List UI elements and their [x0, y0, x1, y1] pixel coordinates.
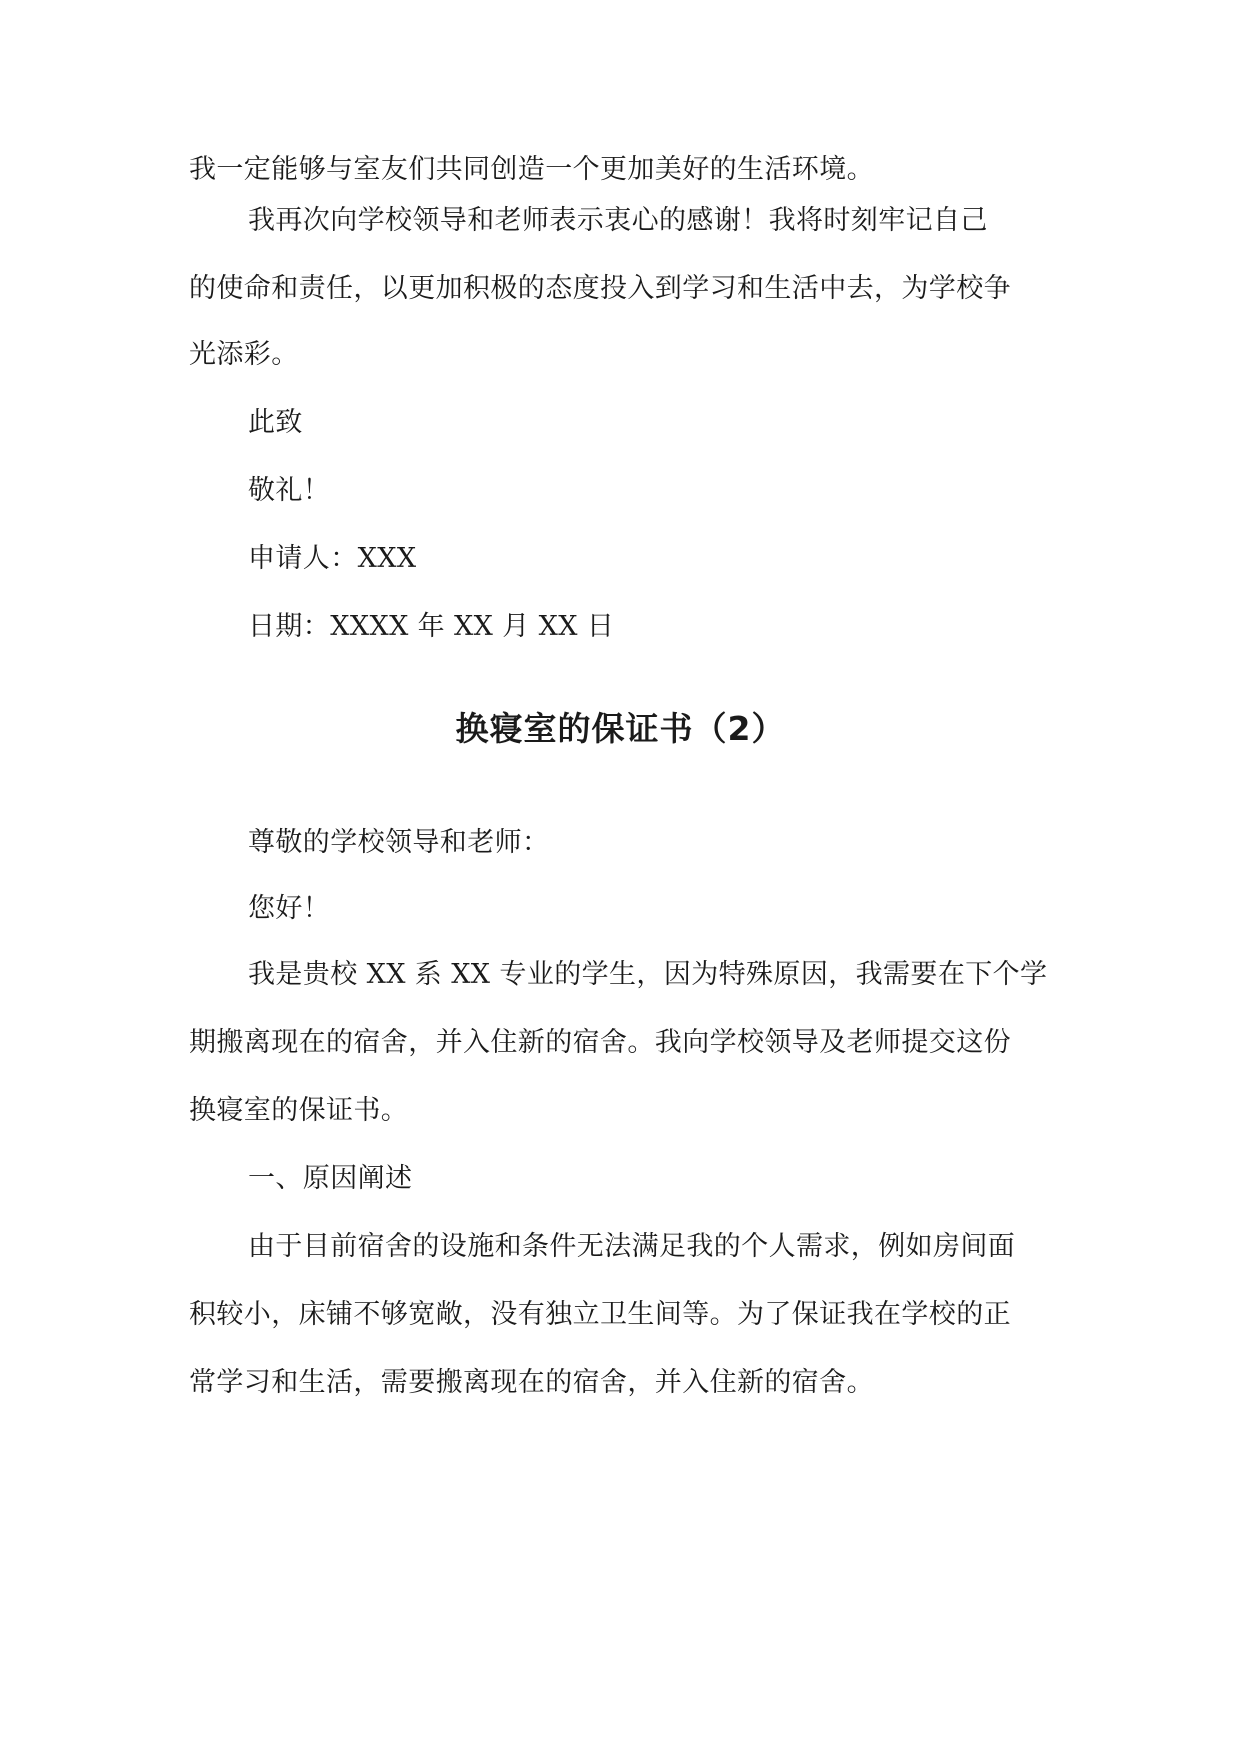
body-text-line: 的使命和责任，以更加积极的态度投入到学习和生活中去，为学校争 [189, 273, 1011, 304]
section-title: 换寝室的保证书（2） [455, 709, 786, 748]
applicant-line: 申请人：XXX [248, 543, 417, 574]
body-text-line: 我一定能够与室友们共同创造一个更加美好的生活环境。 [189, 154, 874, 185]
body-text-line: 常学习和生活，需要搬离现在的宿舍，并入住新的宿舍。 [189, 1367, 874, 1398]
greeting-line: 您好！ [248, 893, 331, 924]
body-text-line: 期搬离现在的宿舍，并入住新的宿舍。我向学校领导及老师提交这份 [189, 1027, 1011, 1058]
closing-regards: 敬礼！ [248, 475, 331, 506]
body-text-line: 我再次向学校领导和老师表示衷心的感谢！我将时刻牢记自己 [248, 205, 988, 236]
subheading: 一、原因阐述 [248, 1163, 413, 1194]
body-text-line: 我是贵校 XX 系 XX 专业的学生，因为特殊原因，我需要在下个学 [248, 959, 1048, 990]
body-text-line: 换寝室的保证书。 [189, 1095, 409, 1126]
body-text-line: 积较小，床铺不够宽敞，没有独立卫生间等。为了保证我在学校的正 [189, 1299, 1011, 1330]
date-line: 日期：XXXX 年 XX 月 XX 日 [248, 611, 615, 642]
body-text-line: 由于目前宿舍的设施和条件无法满足我的个人需求，例如房间面 [248, 1231, 1016, 1262]
body-text-line: 光添彩。 [189, 339, 299, 370]
closing-salutation: 此致 [248, 407, 303, 438]
greeting-line: 尊敬的学校领导和老师： [248, 827, 550, 858]
